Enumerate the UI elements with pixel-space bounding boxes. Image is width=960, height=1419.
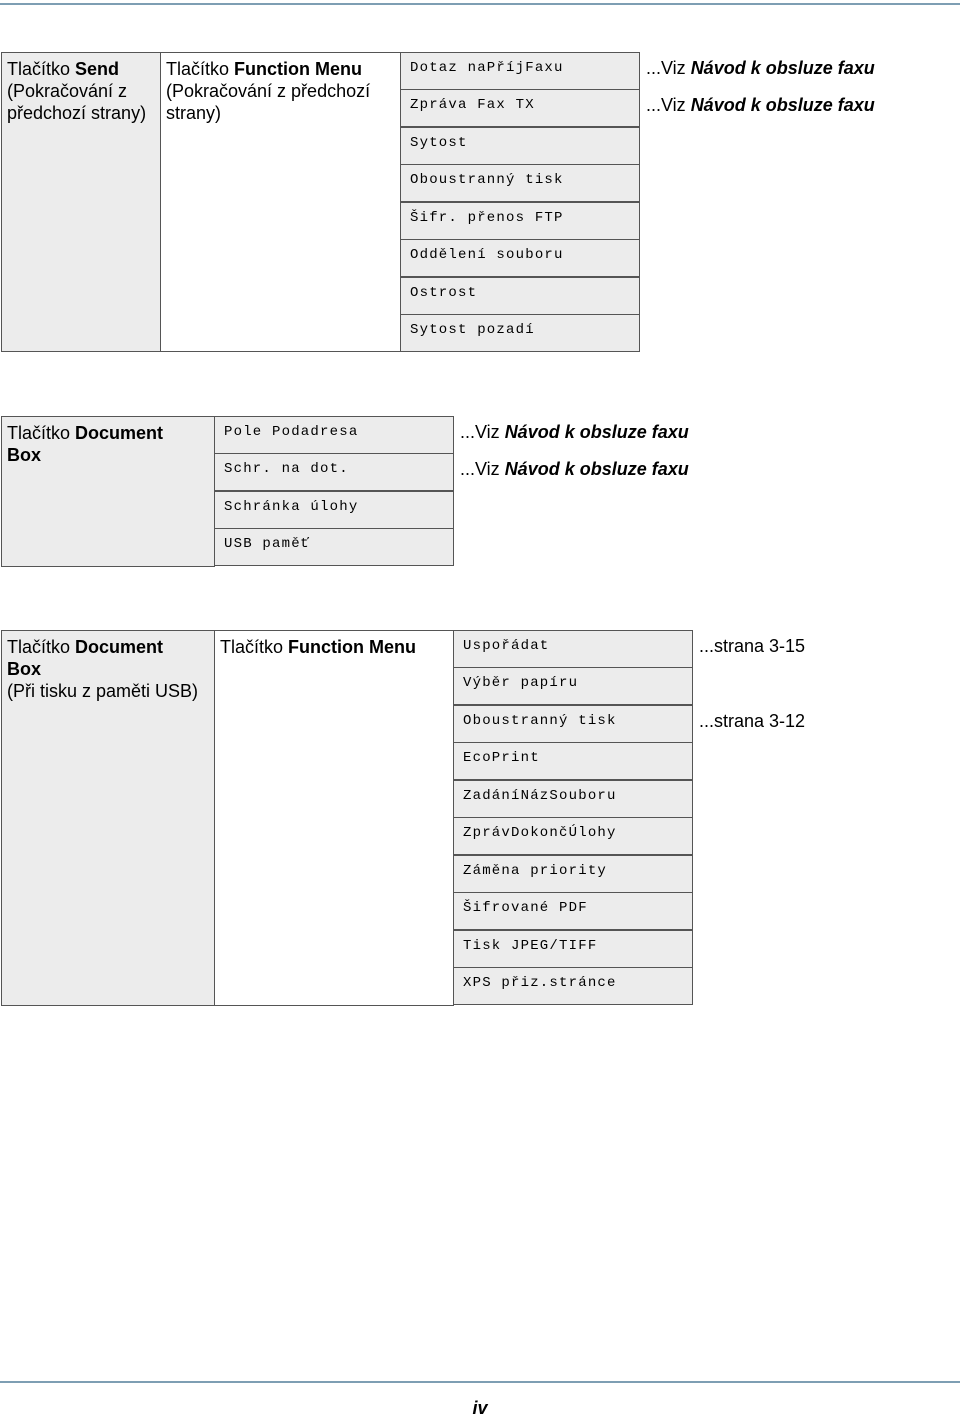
function-menu-cell	[214, 630, 454, 1006]
bottom-rule	[0, 1381, 960, 1383]
function-menu-heading: Tlačítko Function Menu	[220, 637, 417, 657]
page-reference: ...strana 3-12	[699, 711, 806, 731]
menu-item[interactable]: Šifr. přenos FTP	[400, 202, 640, 240]
menu-item[interactable]: Pole Podadresa	[214, 416, 454, 454]
fax-guide-reference: ...Viz Návod k obsluze faxu	[646, 58, 875, 78]
page-number: iv	[472, 1398, 488, 1418]
menu-item[interactable]: Záměna priority	[453, 855, 693, 893]
menu-item[interactable]: Schránka úlohy	[214, 491, 454, 529]
menu-item[interactable]: Schr. na dot.	[214, 453, 454, 491]
menu-item[interactable]: ZprávDokončÚlohy	[453, 817, 693, 855]
menu-item[interactable]: Oddělení souboru	[400, 239, 640, 277]
menu-item[interactable]: XPS přiz.stránce	[453, 967, 693, 1005]
menu-item[interactable]: Šifrované PDF	[453, 892, 693, 930]
function-menu-heading: Tlačítko Function Menu (Pokračování z předchozí strany)	[166, 59, 371, 123]
menu-item[interactable]: Zpráva Fax TX	[400, 89, 640, 127]
document-box-usb-heading: Tlačítko Document Box (Při tisku z paměti USB)	[7, 637, 199, 701]
menu-item[interactable]: EcoPrint	[453, 742, 693, 780]
fax-guide-reference: ...Viz Návod k obsluze faxu	[646, 95, 875, 115]
menu-item[interactable]: Sytost	[400, 127, 640, 165]
send-key-heading: Tlačítko Send (Pokračování z předchozí strany)	[7, 59, 147, 123]
top-rule	[0, 3, 960, 5]
menu-item[interactable]: Ostrost	[400, 277, 640, 315]
menu-item[interactable]: Sytost pozadí	[400, 314, 640, 352]
menu-item[interactable]: Oboustranný tisk	[453, 705, 693, 743]
page-reference: ...strana 3-15	[699, 636, 806, 656]
menu-item[interactable]: Tisk JPEG/TIFF	[453, 930, 693, 968]
menu-item[interactable]: ZadáníNázSouboru	[453, 780, 693, 818]
fax-guide-reference: ...Viz Návod k obsluze faxu	[460, 459, 689, 479]
menu-item[interactable]: Oboustranný tisk	[400, 164, 640, 202]
document-box-heading: Tlačítko Document Box	[7, 423, 164, 465]
menu-item[interactable]: Uspořádat	[453, 630, 693, 668]
menu-item[interactable]: USB paměť	[214, 528, 454, 566]
fax-guide-reference: ...Viz Návod k obsluze faxu	[460, 422, 689, 442]
menu-item[interactable]: Výběr papíru	[453, 667, 693, 705]
menu-item[interactable]: Dotaz naPříjFaxu	[400, 52, 640, 90]
